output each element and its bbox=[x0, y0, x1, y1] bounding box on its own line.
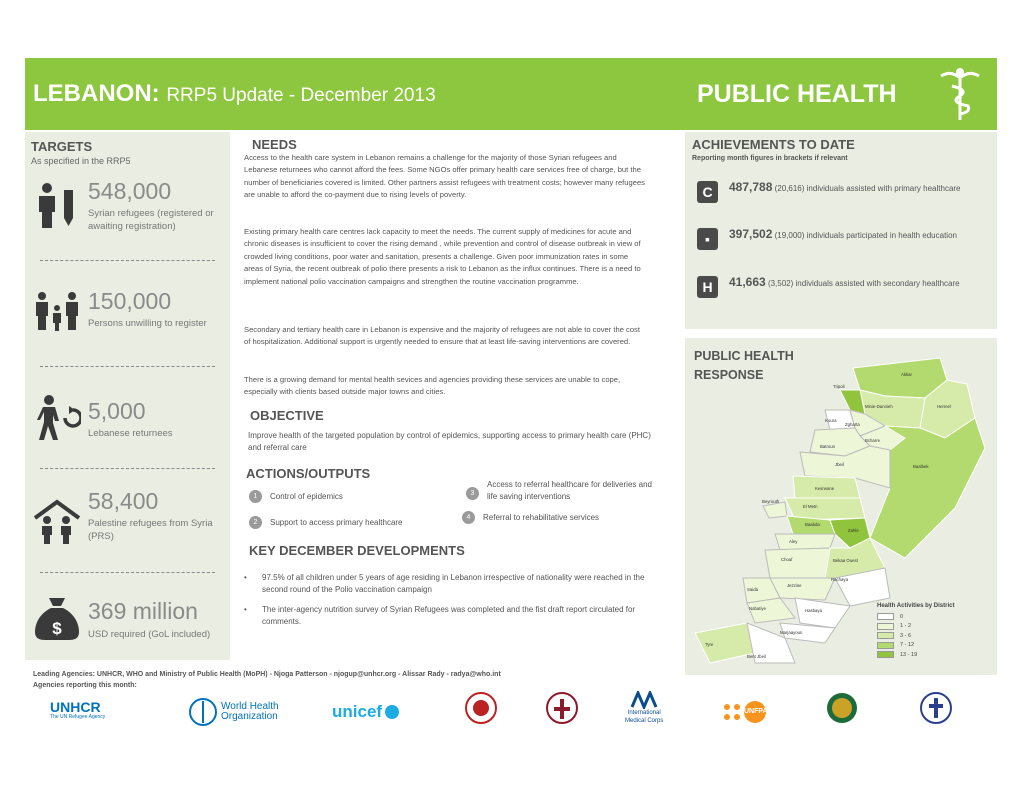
who-logo-name: World Health bbox=[221, 701, 279, 712]
district-label: Akkar bbox=[901, 372, 912, 377]
targets-subheading: As specified in the RRP5 bbox=[31, 156, 131, 166]
achievements-panel bbox=[685, 132, 997, 329]
education-icon: ▪ bbox=[697, 228, 718, 250]
imc-emblem-icon bbox=[630, 691, 658, 709]
money-bag-icon bbox=[33, 594, 81, 642]
unicef-logo-name: unicef bbox=[332, 702, 383, 721]
district-label: Zgharta bbox=[845, 422, 860, 427]
unicef-logo bbox=[332, 694, 400, 730]
hospital-icon: H bbox=[697, 276, 718, 298]
bullet-dot: • bbox=[244, 573, 247, 582]
action-number: 1 bbox=[249, 490, 262, 503]
legend-row bbox=[877, 631, 954, 641]
district-aley bbox=[775, 534, 835, 550]
legend-label: 7 - 12 bbox=[900, 642, 915, 649]
action-text: Support to access primary healthcare bbox=[270, 518, 403, 527]
needs-paragraph: Secondary and tertiary health care in Lebanon is expensive and the majority of refugees are not able to cover the cost of hospitalization. Additional support is urgently needed to ensure that at least life-saving interventions are covered. bbox=[244, 325, 640, 347]
ngo-medical-seal-icon bbox=[920, 692, 952, 724]
map-panel bbox=[685, 338, 997, 675]
returnee-icon bbox=[33, 394, 81, 442]
district-tyre bbox=[695, 623, 755, 663]
bullet-text: 97.5% of all children under 5 years of age residing in Lebanon irrespective of nationality were reached in the second round of the Polio vaccination campaign bbox=[262, 573, 645, 594]
achievement-text-block bbox=[729, 181, 989, 195]
district-label: Bent Jbeil bbox=[747, 654, 766, 659]
imc-logo bbox=[625, 690, 663, 726]
target-value: 5,000 bbox=[88, 398, 146, 424]
needs-paragraph: There is a growing demand for mental health sevices and agencies providing these services are unable to cope, especially with clients based outside major towns and cities. bbox=[244, 375, 621, 397]
ngo-seal-icon bbox=[465, 692, 497, 724]
needs-paragraph: Existing primary health care centres lack capacity to meet the needs. The current supply of medicines for acute and chronic diseases is insufficient to cover the rising demand , while prevention and control of disease outbreak in view of crowded living conditions, poor water and sanitation, presents a challenge. Given poor immunization rates in some areas of Syria, the recent outbreak of polio there presents a risk to Lebanon as the influx continues. There is a need to implement national polio vaccination campaigns and strengthen the routine vaccination programme. bbox=[244, 227, 641, 286]
achievement-bracket: (20,616) bbox=[774, 184, 805, 193]
district-label: Jbeil bbox=[835, 462, 844, 467]
action-number: 4 bbox=[462, 511, 475, 524]
unfpa-dots-icon bbox=[722, 702, 742, 722]
target-label: USD required (GoL included) bbox=[88, 629, 211, 640]
refugee-pen-icon bbox=[33, 182, 81, 230]
achievement-value: 397,502 bbox=[729, 227, 773, 241]
district-label: Beyrouth bbox=[762, 499, 780, 504]
target-label: Palestine refugees from Syria (PRS) bbox=[88, 518, 213, 542]
divider bbox=[40, 468, 215, 469]
legend-swatch bbox=[877, 613, 894, 620]
divider bbox=[40, 260, 215, 261]
achievement-value: 41,663 bbox=[729, 275, 766, 289]
district-label: Baalbek bbox=[913, 464, 929, 469]
who-emblem-icon bbox=[188, 697, 218, 727]
achievement-bracket: (3,502) bbox=[767, 279, 794, 288]
action-text: Referral to rehabilitative services bbox=[483, 513, 600, 522]
caduceus-icon bbox=[935, 66, 985, 122]
achievement-text-block bbox=[729, 228, 989, 242]
achievement-text: individuals assisted with secondary healthcare bbox=[795, 279, 960, 288]
update-subtitle: RRP5 Update - December 2013 bbox=[166, 85, 436, 106]
imc-logo-name: International bbox=[627, 710, 661, 716]
target-label: Persons unwilling to register bbox=[88, 318, 207, 329]
legend-title: Health Activities by District bbox=[877, 603, 955, 609]
legend-row bbox=[877, 641, 954, 651]
achievement-text: individuals participated in health education bbox=[806, 231, 957, 240]
developments-heading: KEY DECEMBER DEVELOPMENTS bbox=[249, 543, 465, 558]
action-text: Control of epidemics bbox=[270, 492, 343, 501]
district-label: Kesrwane bbox=[815, 486, 835, 491]
action-number: 3 bbox=[466, 487, 479, 500]
achievement-bracket: (19,000) bbox=[774, 231, 805, 240]
district-hasbaya bbox=[795, 598, 850, 628]
action-item bbox=[466, 480, 656, 511]
target-value: 369 million bbox=[88, 598, 198, 624]
district-chouf bbox=[765, 548, 830, 578]
district-label: Nabatiye bbox=[749, 606, 766, 611]
targets-panel bbox=[25, 132, 230, 660]
svg-text:$: $ bbox=[52, 619, 62, 638]
district-label: El Metn bbox=[803, 504, 818, 509]
unhcr-logo-name: UNHCR bbox=[50, 699, 101, 715]
district-label: Jezzine bbox=[787, 583, 802, 588]
unicef-globe-icon bbox=[384, 704, 400, 720]
map-heading: PUBLIC HEALTH RESPONSE bbox=[694, 349, 794, 382]
leading-agencies: Leading Agencies: UNHCR, WHO and Ministry of Public Health (MoPH) - Njoga Patterson - njogup@unhcr.org - Alissar Rady - radya@who.int bbox=[33, 671, 501, 678]
bullet-dot: • bbox=[244, 605, 247, 614]
legend-label: 1 - 2 bbox=[900, 623, 912, 630]
legend-label: 0 bbox=[900, 613, 904, 620]
district-label: Chouf bbox=[781, 557, 793, 562]
targets-heading: TARGETS bbox=[31, 139, 93, 154]
divider bbox=[40, 572, 215, 573]
map-legend bbox=[877, 603, 954, 660]
legend-swatch bbox=[877, 651, 894, 658]
district-label: Zahle bbox=[848, 528, 859, 533]
district-beyrouth bbox=[763, 502, 787, 518]
unfpa-logo bbox=[722, 694, 766, 730]
district-label: Hermel bbox=[937, 404, 951, 409]
district-label: Baabda bbox=[805, 522, 820, 527]
imc-logo-sub: Medical Corps bbox=[625, 718, 664, 724]
family-icon bbox=[33, 288, 81, 336]
achievement-value: 487,788 bbox=[729, 180, 773, 194]
district-label: Batroun bbox=[820, 444, 836, 449]
district-label: Bekaa Ouest bbox=[833, 558, 858, 563]
needs-paragraph: Access to the health care system in Lebanon remains a challenge for the majority of those Syrian refugees and Lebanese returnees who cannot afford the fees. Some NGOs offer primary health care services free of charge, but the number of beneficiaries covered is limited. Other partners assist refugees with treatment costs; however many refugees are unable to afford the co-payment due to rising levels of poverty. bbox=[244, 153, 645, 200]
achievements-subheading: Reporting month figures in brackets if relevant bbox=[692, 155, 848, 162]
needs-heading: NEEDS bbox=[252, 137, 297, 152]
legend-row bbox=[877, 622, 954, 632]
legend-row bbox=[877, 612, 954, 622]
district-label: Hasbaya bbox=[805, 608, 822, 613]
unhcr-logo-sub: The UN Refugee Agency bbox=[50, 714, 106, 720]
bullet-text: The inter-agency nutrition survey of Syrian Refugees was completed and the fist draft report circulated for comments. bbox=[262, 605, 636, 626]
target-value: 58,400 bbox=[88, 488, 159, 514]
legend-row bbox=[877, 650, 954, 660]
objective-text: Improve health of the targeted population by control of epidemics, supporting access to primary health care (PHC) and referral care bbox=[248, 431, 651, 453]
district-label: Marjaayoun bbox=[780, 630, 803, 635]
country-name: LEBANON: bbox=[33, 80, 160, 107]
clinic-icon: C bbox=[697, 181, 718, 203]
divider bbox=[40, 366, 215, 367]
target-label: Syrian refugees (registered or awaiting registration) bbox=[88, 208, 214, 232]
target-value: 548,000 bbox=[88, 178, 172, 204]
ngo-cross-seal-icon bbox=[546, 692, 578, 724]
reporting-agencies-label: Agencies reporting this month: bbox=[33, 682, 137, 689]
legend-swatch bbox=[877, 623, 894, 630]
action-number: 2 bbox=[249, 516, 262, 529]
partner-logos bbox=[50, 690, 970, 726]
legend-label: 13 - 19 bbox=[900, 651, 918, 658]
moph-seal-icon bbox=[826, 692, 858, 724]
achievement-text-block bbox=[729, 276, 989, 290]
district-label: Saida bbox=[747, 587, 758, 592]
actions-heading: ACTIONS/OUTPUTS bbox=[246, 466, 371, 481]
district-label: Tripoli bbox=[833, 384, 845, 389]
target-value: 150,000 bbox=[88, 288, 172, 314]
district-label: Aley bbox=[789, 539, 798, 544]
unhcr-logo bbox=[50, 694, 105, 730]
unfpa-logo-name: UNFPA bbox=[744, 701, 766, 723]
who-logo bbox=[188, 694, 279, 730]
page-title bbox=[33, 80, 436, 108]
legend-swatch bbox=[877, 632, 894, 639]
district-label: Tyre bbox=[705, 642, 714, 647]
objective-heading: OBJECTIVE bbox=[250, 408, 324, 423]
district-label: Rachaya bbox=[831, 577, 848, 582]
district-label: Minie-Dannieh bbox=[865, 404, 893, 409]
legend-label: 3 - 6 bbox=[900, 632, 912, 639]
who-logo-sub: Organization bbox=[221, 711, 278, 722]
achievement-text: individuals assisted with primary healthcare bbox=[806, 184, 961, 193]
target-label: Lebanese returnees bbox=[88, 428, 173, 439]
district-label: Koura bbox=[825, 418, 837, 423]
legend-swatch bbox=[877, 642, 894, 649]
header-banner bbox=[25, 58, 997, 130]
action-text: Access to referral healthcare for deliveries and life saving interventions bbox=[487, 480, 652, 501]
achievements-heading: ACHIEVEMENTS TO DATE bbox=[692, 137, 855, 152]
section-title: PUBLIC HEALTH bbox=[697, 80, 897, 108]
shelter-family-icon bbox=[33, 498, 81, 546]
district-label: Bcharre bbox=[865, 438, 881, 443]
